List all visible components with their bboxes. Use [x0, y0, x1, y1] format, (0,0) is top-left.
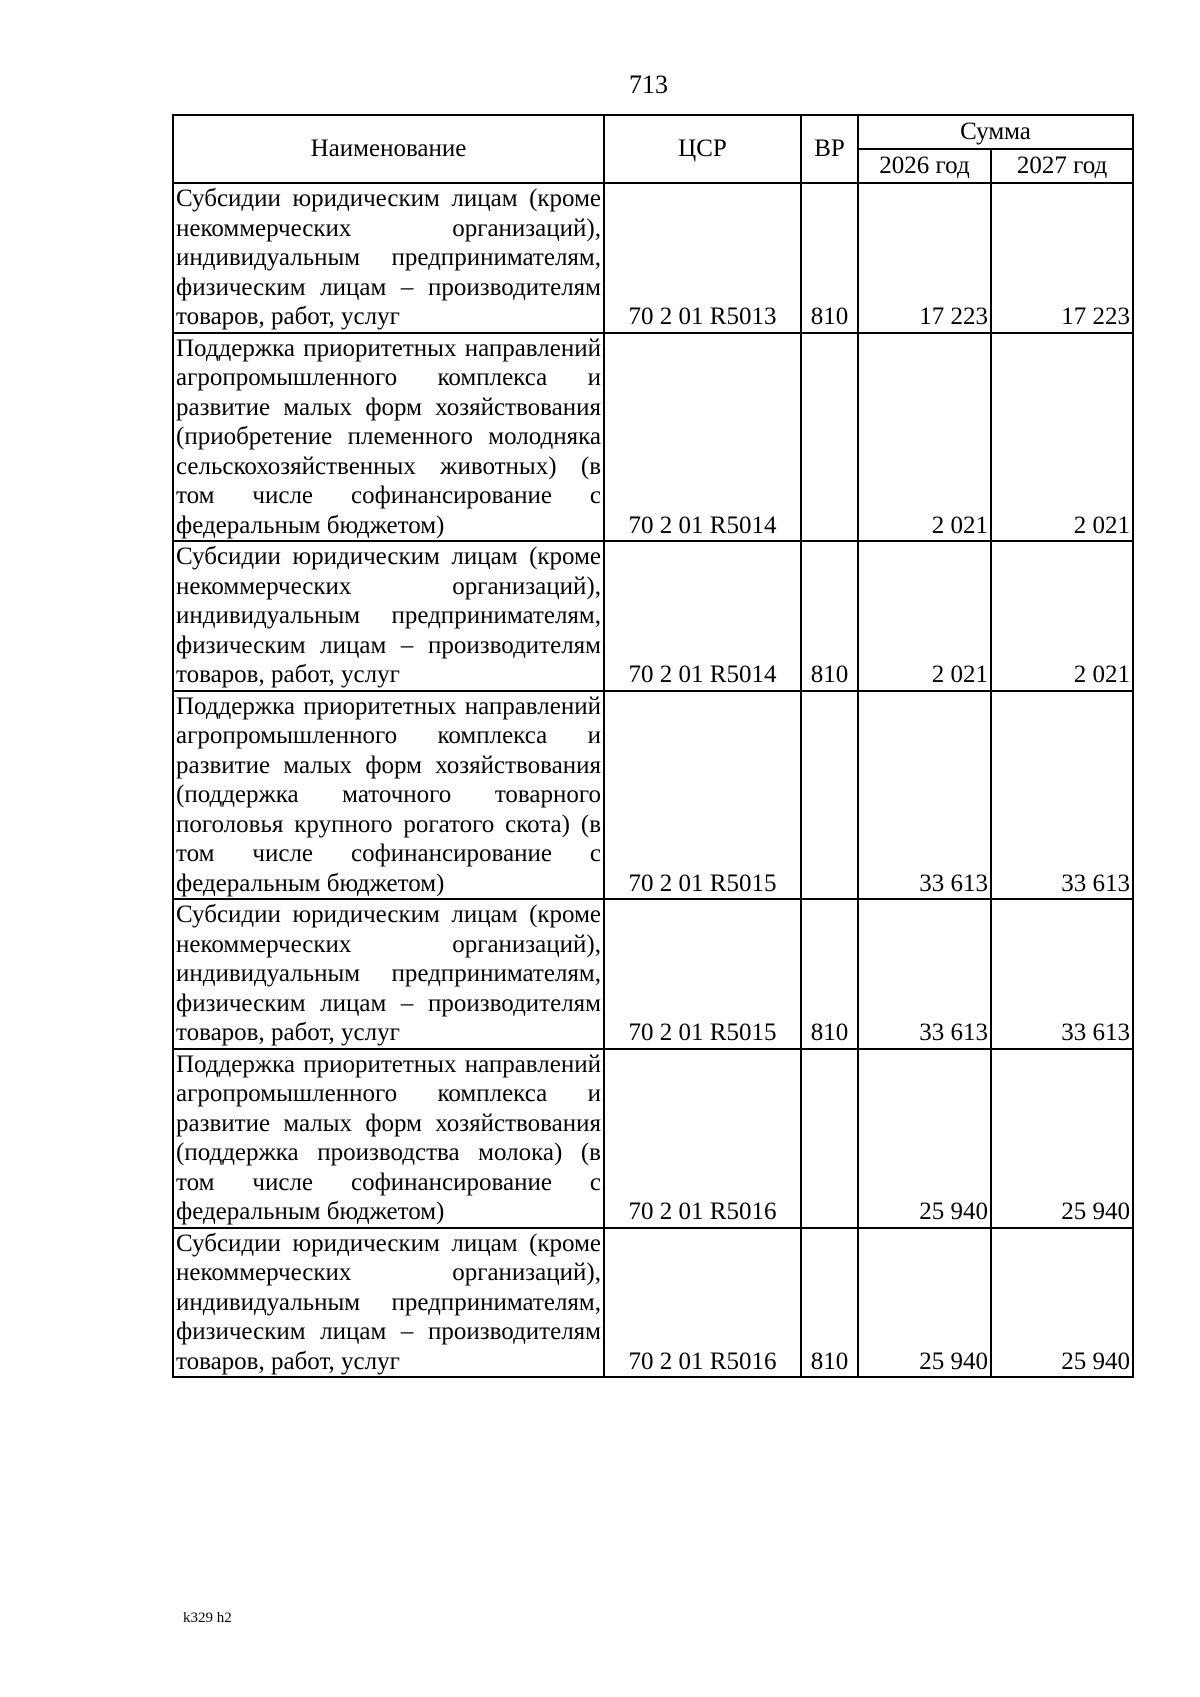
row-name: Субсидии юридическим лицам (кроме некоммерческих организаций), индивидуальным предпринимателям, физическим лицам – производителям товаров, работ, услуг: [173, 183, 604, 333]
table-row: [173, 541, 1133, 691]
header-csr: ЦСР: [604, 115, 801, 183]
row-vr: 810: [801, 541, 858, 691]
row-amount-2026: 25 940: [858, 1049, 991, 1228]
row-amount-2026: 33 613: [858, 691, 991, 900]
table-row: [173, 1228, 1133, 1378]
row-amount-2027: 25 940: [991, 1228, 1133, 1378]
page-number: 713: [629, 70, 668, 99]
row-amount-2027: 33 613: [991, 691, 1133, 900]
table-row: [173, 333, 1133, 542]
row-amount-2026: 17 223: [858, 183, 991, 333]
row-amount-2026: 2 021: [858, 333, 991, 542]
row-vr: 810: [801, 183, 858, 333]
table-row: [173, 899, 1133, 1049]
row-amount-2026: 33 613: [858, 899, 991, 1049]
header-name: Наименование: [173, 115, 604, 183]
table-row: [173, 183, 1133, 333]
row-csr: 70 2 01 R5013: [604, 183, 801, 333]
row-name: Субсидии юридическим лицам (кроме некоммерческих организаций), индивидуальным предпринимателям, физическим лицам – производителям товаров, работ, услуг: [173, 541, 604, 691]
footer-document-code: k329 h2: [183, 1610, 232, 1626]
row-vr: 810: [801, 899, 858, 1049]
row-amount-2027: 33 613: [991, 899, 1133, 1049]
row-csr: 70 2 01 R5014: [604, 333, 801, 542]
row-csr: 70 2 01 R5016: [604, 1228, 801, 1378]
row-csr: 70 2 01 R5016: [604, 1049, 801, 1228]
row-name: Поддержка приоритетных направлений агропромышленного комплекса и развитие малых форм хозяйствования (приобретение племенного молодняка сельскохозяйственных животных) (в том числе софинансирование с федеральным бюджетом): [173, 333, 604, 542]
row-name: Поддержка приоритетных направлений агропромышленного комплекса и развитие малых форм хозяйствования (поддержка производства молока) (в том числе софинансирование с федеральным бюджетом): [173, 1049, 604, 1228]
row-vr: [801, 333, 858, 542]
row-csr: 70 2 01 R5015: [604, 691, 801, 900]
row-vr: [801, 691, 858, 900]
row-vr: [801, 1049, 858, 1228]
row-name: Поддержка приоритетных направлений агропромышленного комплекса и развитие малых форм хозяйствования (поддержка маточного товарного поголовья крупного рогатого скота) (в том числе софинансирование с федеральным бюджетом): [173, 691, 604, 900]
row-amount-2027: 2 021: [991, 333, 1133, 542]
row-csr: 70 2 01 R5015: [604, 899, 801, 1049]
header-year-2027: 2027 год: [991, 149, 1133, 183]
row-amount-2026: 2 021: [858, 541, 991, 691]
row-amount-2027: 2 021: [991, 541, 1133, 691]
header-sum: Сумма: [858, 115, 1133, 149]
row-name: Субсидии юридическим лицам (кроме некоммерческих организаций), индивидуальным предпринимателям, физическим лицам – производителям товаров, работ, услуг: [173, 899, 604, 1049]
table-header: [173, 115, 1133, 183]
row-amount-2027: 25 940: [991, 1049, 1133, 1228]
row-amount-2026: 25 940: [858, 1228, 991, 1378]
table-row: [173, 691, 1133, 900]
row-amount-2027: 17 223: [991, 183, 1133, 333]
header-year-2026: 2026 год: [858, 149, 991, 183]
row-name: Субсидии юридическим лицам (кроме некоммерческих организаций), индивидуальным предпринимателям, физическим лицам – производителям товаров, работ, услуг: [173, 1228, 604, 1378]
header-vr: ВР: [801, 115, 858, 183]
budget-table: [172, 114, 1134, 1378]
table-row: [173, 1049, 1133, 1228]
row-csr: 70 2 01 R5014: [604, 541, 801, 691]
row-vr: 810: [801, 1228, 858, 1378]
